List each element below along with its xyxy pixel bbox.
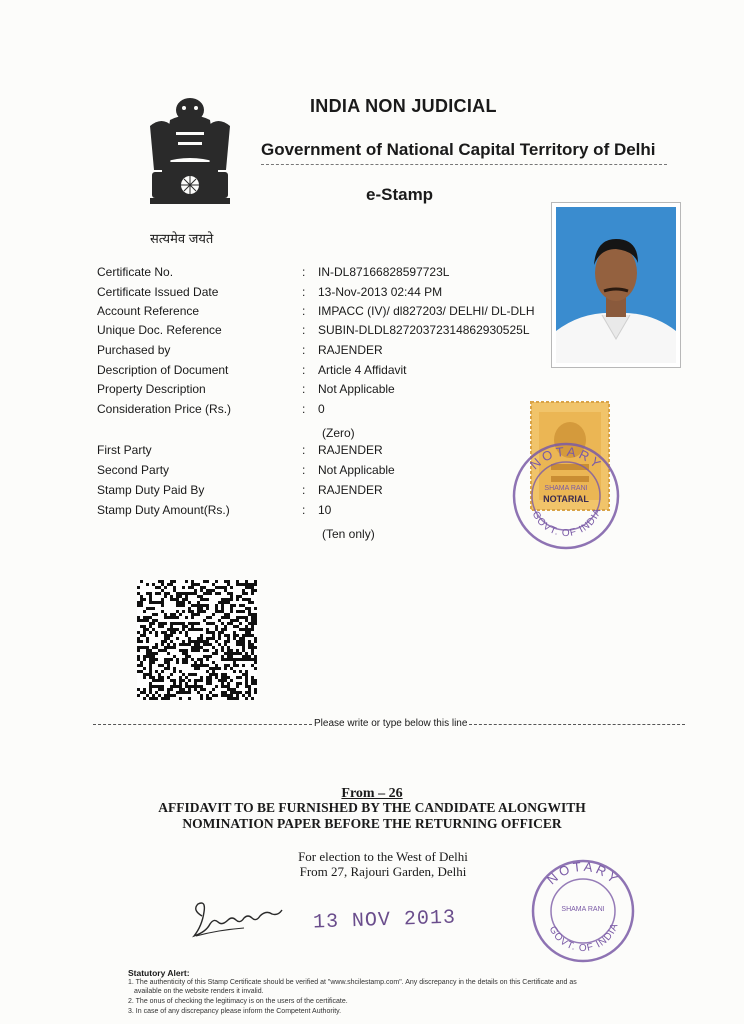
handwritten-signature (188, 896, 288, 944)
detail-label: Unique Doc. Reference (97, 323, 222, 337)
detail-colon: : (302, 265, 306, 279)
detail-label: Property Description (97, 382, 206, 396)
affidavit-heading-line1: AFFIDAVIT TO BE FURNISHED BY THE CANDIDATE ALONGWITH (158, 800, 586, 815)
detail-colon: : (302, 382, 306, 396)
notary-seal (527, 855, 639, 967)
detail-label: First Party (97, 443, 152, 457)
detail-label: Stamp Duty Paid By (97, 483, 205, 497)
seal-notary-text: NOTARY (526, 443, 606, 473)
statutory-alert-item: 2. The onus of checking the legitimacy is on the users of the certificate. (128, 998, 348, 1005)
header-underline (261, 164, 667, 165)
document-title: INDIA NON JUDICIAL (310, 96, 497, 116)
estamp-label: e-Stamp (366, 185, 434, 204)
statutory-alert-title: Statutory Alert: (128, 968, 190, 978)
detail-colon: : (302, 363, 306, 377)
election-line2: From 27, Rajouri Garden, Delhi (299, 864, 467, 879)
detail-value-words: (Zero) (322, 426, 355, 440)
form-number: From – 26 (341, 786, 403, 801)
national-emblem-icon (140, 92, 240, 227)
detail-colon: : (302, 402, 306, 416)
detail-colon: : (302, 343, 306, 357)
detail-value: 0 (318, 402, 325, 416)
seal2-govt-text: GOVT. OF INDIA (546, 921, 621, 955)
notarial-seal (508, 438, 624, 554)
divider-left (93, 724, 312, 725)
seal-govt-text: GOVT. OF INDIA (529, 506, 604, 540)
affidavit-heading-line2: NOMINATION PAPER BEFORE THE RETURNING OFFICER (182, 816, 562, 831)
detail-value: RAJENDER (318, 483, 383, 497)
emblem-motto: सत्यमेव जयते (150, 231, 214, 246)
detail-colon: : (302, 323, 306, 337)
qr-code-icon (137, 580, 257, 700)
seal2-notary-text: NOTARY (543, 858, 623, 888)
seal-name-text: SHAMA RANI (544, 485, 588, 492)
detail-value: IMPACC (IV)/ dl827203/ DELHI/ DL-DLH (318, 304, 535, 318)
detail-value: Not Applicable (318, 382, 395, 396)
seal2-name-text: SHAMA RANI (561, 906, 605, 913)
detail-value: RAJENDER (318, 343, 383, 357)
detail-value: SUBIN-DLDL82720372314862930525L (318, 323, 530, 337)
detail-label: Description of Document (97, 363, 229, 377)
detail-label: Stamp Duty Amount(Rs.) (97, 503, 230, 517)
statutory-alert-item: 1. The authenticity of this Stamp Certificate should be verified at "www.shcilestamp.com". Any discrepancy in the details on this Certificate and as (128, 979, 577, 986)
date-stamp: 13 NOV 2013 (312, 906, 457, 935)
detail-value: Not Applicable (318, 463, 395, 477)
divider-text: Please write or type below this line (314, 718, 468, 729)
detail-label: Consideration Price (Rs.) (97, 402, 232, 416)
detail-colon: : (302, 483, 306, 497)
government-name: Government of National Capital Territory of Delhi (261, 140, 656, 159)
detail-colon: : (302, 463, 306, 477)
detail-label: Certificate No. (97, 265, 174, 279)
detail-value: 10 (318, 503, 332, 517)
election-line1: For election to the West of Delhi (298, 849, 468, 864)
detail-value-words: (Ten only) (322, 527, 375, 541)
seal-notarial-text: NOTARIAL (543, 494, 589, 504)
detail-colon: : (302, 285, 306, 299)
statutory-alert-item: available on the website renders it invalid. (134, 988, 264, 995)
detail-value: Article 4 Affidavit (318, 363, 407, 377)
detail-label: Account Reference (97, 304, 200, 318)
detail-value: IN-DL87166828597723L (318, 265, 450, 279)
detail-label: Certificate Issued Date (97, 285, 219, 299)
divider-right (469, 724, 685, 725)
detail-label: Purchased by (97, 343, 171, 357)
detail-colon: : (302, 304, 306, 318)
detail-value: 13-Nov-2013 02:44 PM (318, 285, 443, 299)
detail-colon: : (302, 503, 306, 517)
statutory-alert-item: 3. In case of any discrepancy please inform the Competent Authority. (128, 1008, 342, 1015)
detail-value: RAJENDER (318, 443, 383, 457)
applicant-photo (551, 202, 681, 368)
detail-colon: : (302, 443, 306, 457)
detail-label: Second Party (97, 463, 170, 477)
